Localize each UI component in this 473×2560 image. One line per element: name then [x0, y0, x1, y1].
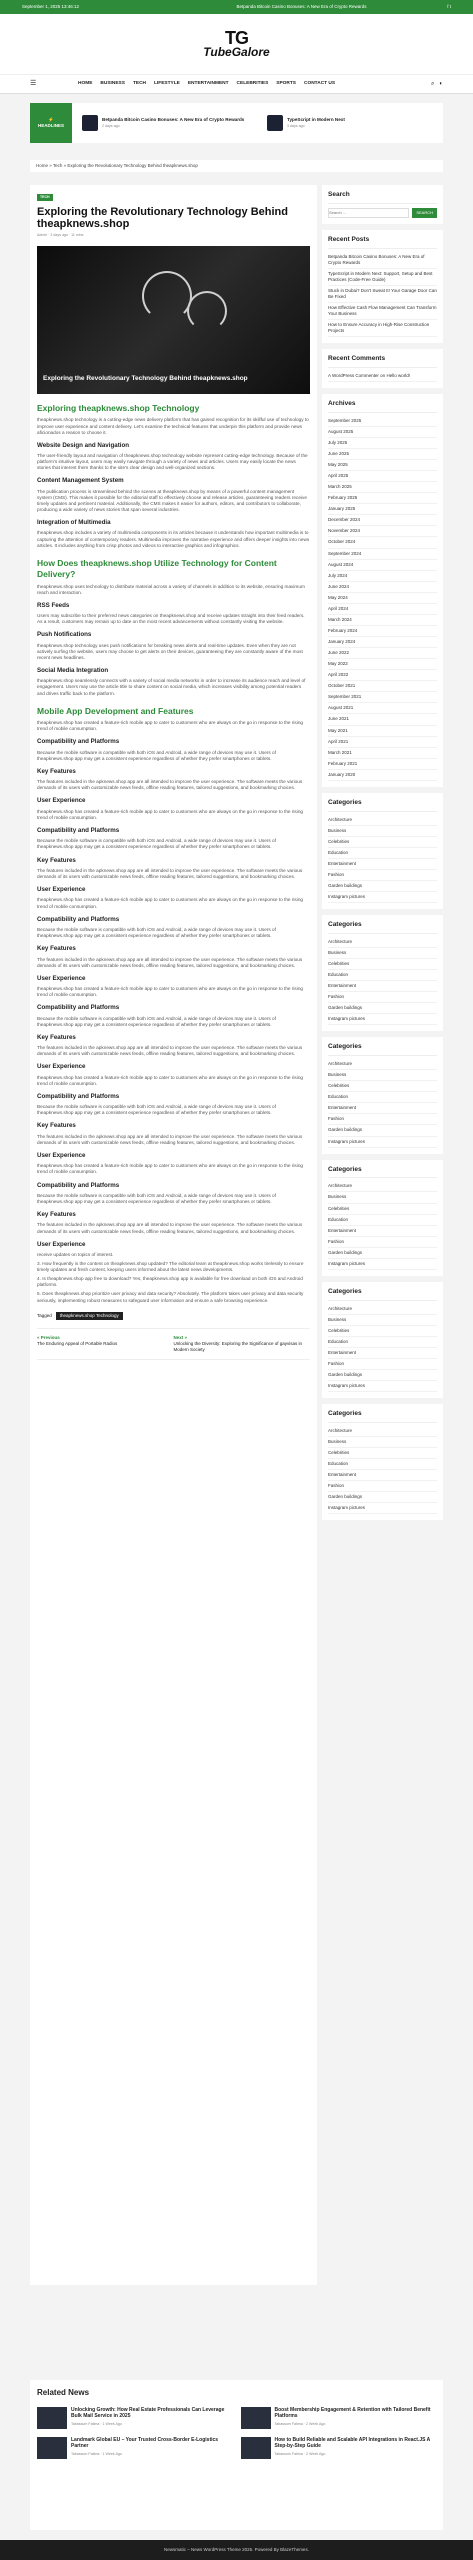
- headline-title[interactable]: Betpanda Bitcoin Casino Bonuses: A New Era of Crypto Rewards: [102, 116, 245, 122]
- subsection-heading: Compatibility and Platforms: [37, 1004, 120, 1012]
- archive-link[interactable]: June 2025: [328, 449, 437, 460]
- related-thumb[interactable]: [241, 2437, 271, 2459]
- archive-link[interactable]: August 2021: [328, 703, 437, 714]
- paragraph: Because the mobile software is compatible with both iOS and Android, a wide range of devices may use it. Users of theapknews.shop app may get a consistent experience regardless of whether they prefer smartphones or tablets.: [37, 926, 276, 939]
- post-navigation: [37, 1328, 310, 1360]
- archive-link[interactable]: March 2021: [328, 748, 437, 759]
- recent-post-link[interactable]: How Effective Cash Flow Management Can Transform Your Business: [328, 303, 437, 320]
- nav-contact[interactable]: CONTACT US: [304, 80, 336, 86]
- social-icons[interactable]: f t: [447, 3, 451, 9]
- category-link[interactable]: Architecture: [328, 937, 437, 948]
- related-item[interactable]: [241, 2437, 437, 2459]
- next-post[interactable]: Next » Unlocking the Diversity: Exploring the Significance of gayvisas in Modern Society: [173, 1334, 303, 1352]
- paragraph: theapknews.shop technology uses push notifications for breaking news alerts and real-time updates. Even when they are not actively surfing the website, users may choose to get alerts on their devices, guaranteeing they are constantly aware of the most recent news headlines.: [37, 642, 303, 660]
- site-branding: [0, 14, 473, 74]
- subsection-heading: User Experience: [37, 974, 86, 982]
- archive-link[interactable]: April 2022: [328, 670, 437, 681]
- faq-item: 5. Does theapknews.shop prioritize user privacy and data security? Absolutely. The platform takes user privacy and data security seriously, implementing robust measures to safeguard user information and ensure a safe browsing experience.: [37, 1291, 304, 1303]
- section-heading: How Does theapknews.shop Utilize Technology for Content Delivery?: [37, 557, 277, 580]
- category-link[interactable]: Celebrities: [328, 1204, 437, 1215]
- related-item[interactable]: [241, 2407, 437, 2429]
- related-title: Related News: [37, 2388, 90, 2397]
- headline-item[interactable]: [82, 115, 257, 131]
- recent-post-link[interactable]: Stuck in Dubai? Don't Sweat It! Your Garage Door Can Be Fixed: [328, 286, 437, 303]
- archive-link[interactable]: September 2021: [328, 692, 437, 703]
- logo-mark[interactable]: TG: [225, 28, 248, 48]
- recent-post-link[interactable]: TypeScript in Modern Next: Support, Setup and Best Practices (Code-Free Guide): [328, 269, 437, 286]
- category-link[interactable]: Architecture: [328, 1059, 437, 1070]
- paragraph: The user-friendly layout and navigation of theapknews.shop technology website represent cutting-edge technology. Because of the platform's intuitive layout, users may easily navigate through a variety of news and articles. Users may easily locate the news stories that interest them thanks to the site's clear design and well-organized sections.: [37, 453, 308, 471]
- headline-meta: 3 days ago: [287, 124, 305, 129]
- sidebar: [322, 185, 443, 1526]
- prev-post[interactable]: « Previous The Enduring Appeal of Portable Radios: [37, 1334, 118, 1346]
- category-link[interactable]: Architecture: [328, 1181, 437, 1192]
- category-link[interactable]: Entertainment: [328, 1226, 437, 1237]
- archive-link[interactable]: August 2025: [328, 427, 437, 438]
- paragraph: theapknews.shop has created a feature-rich mobile app to cater to customers who are always on the go in response to the rising trend of mobile consumption.: [37, 1074, 304, 1086]
- archive-link[interactable]: April 2025: [328, 471, 437, 482]
- archive-link[interactable]: April 2021: [328, 737, 437, 748]
- archive-link[interactable]: February 2021: [328, 759, 437, 770]
- categories-widget: Categories Architecture Business Celebrities Education Entertainment Fashion Garden buildings Instagram pictures: [322, 1037, 443, 1153]
- site-title[interactable]: TubeGalore: [203, 45, 270, 59]
- category-link[interactable]: Fashion: [328, 992, 437, 1003]
- category-link[interactable]: Architecture: [328, 1304, 437, 1315]
- nav-sports[interactable]: SPORTS: [276, 80, 296, 86]
- post-content: [30, 185, 317, 2285]
- category-link[interactable]: Garden buildings: [328, 1125, 437, 1136]
- category-link[interactable]: Business: [328, 1192, 437, 1203]
- paragraph: The features included in the apknews.shop app are all intended to improve the user experience. The software meets the various demands of its users with customizable news feeds, offline reading features, tailored suggestions, and bookmarking choices.: [37, 867, 303, 879]
- paragraph: theapknews.shop uses technology to distribute material across a variety of channels in addition to its website, ensuring maximum reach and interaction.: [37, 583, 305, 595]
- category-link[interactable]: Education: [328, 1092, 437, 1103]
- archive-link[interactable]: November 2024: [328, 526, 437, 537]
- archive-link[interactable]: May 2025: [328, 460, 437, 471]
- main-nav: [0, 74, 473, 94]
- earphone-graphic: [142, 271, 192, 321]
- related-item-meta: Tabassum Fatima · 1 Week Ago: [71, 2451, 122, 2456]
- paragraph: Because the mobile software is compatible with both iOS and Android, a wide range of devices may use it. Users of theapknews.shop app may get a consistent experience regardless of whether they prefer smartphones or tablets.: [37, 1192, 276, 1204]
- top-ticker[interactable]: Betpanda Bitcoin Casino Bonuses: A New Era of Crypto Rewards: [236, 3, 367, 9]
- category-link[interactable]: Garden buildings: [328, 881, 437, 892]
- subsection-heading: Social Media Integration: [37, 667, 109, 675]
- category-link[interactable]: Education: [328, 848, 437, 859]
- archive-link[interactable]: May 2021: [328, 726, 437, 737]
- archive-link[interactable]: September 2024: [328, 549, 437, 560]
- post-meta: Admin · 3 days ago · 11 mins: [37, 233, 84, 238]
- section-heading: Exploring theapknews.shop Technology: [37, 402, 200, 413]
- lightning-icon: ⚡: [48, 116, 54, 122]
- breadcrumb[interactable]: Home » Tech » Exploring the Revolutionary Technology Behind theapknews.shop: [30, 160, 443, 172]
- paragraph: The publication process is streamlined behind the scenes at theapknews.shop by means of a powerful content management system (CMS). This makes it possible for the editorial staff to effectively choose and release articles, guaranteeing readers receive timely updates and pertinent material. Additionally, the CMS makes it easier for authors, editors, and contributors to collaborate, producing a wide variety of news stories that span several industries.: [37, 488, 307, 512]
- subsection-heading: Key Features: [37, 1122, 76, 1130]
- subsection-heading: User Experience: [37, 1240, 86, 1248]
- category-link[interactable]: Fashion: [328, 1481, 437, 1492]
- paragraph: theapknews.shop has created a feature-rich mobile app to cater to customers who are always on the go in response to the rising trend of mobile consumption.: [37, 720, 304, 732]
- category-link[interactable]: Celebrities: [328, 1326, 437, 1337]
- top-bar: [0, 0, 473, 14]
- category-link[interactable]: Fashion: [328, 1237, 437, 1248]
- archive-link[interactable]: August 2024: [328, 560, 437, 571]
- category-link[interactable]: Education: [328, 1337, 437, 1348]
- archive-link[interactable]: July 2025: [328, 438, 437, 449]
- category-link[interactable]: Instagram pictures: [328, 1137, 437, 1148]
- subsection-heading: Integration of Multimedia: [37, 519, 111, 527]
- category-link[interactable]: Entertainment: [328, 859, 437, 870]
- category-link[interactable]: Fashion: [328, 1114, 437, 1125]
- archive-link[interactable]: July 2024: [328, 571, 437, 582]
- subsection-heading: Key Features: [37, 856, 76, 864]
- paragraph: Because the mobile software is compatible with both iOS and Android, a wide range of devices may use it. Users of theapknews.shop app may get a consistent experience regardless of whether they prefer smartphones or tablets.: [37, 749, 276, 761]
- nav-entertainment[interactable]: ENTERTAINMENT: [187, 80, 229, 86]
- subsection-heading: Key Features: [37, 945, 76, 953]
- headline-meta: 2 days ago: [102, 124, 120, 129]
- subsection-heading: Compatibility and Platforms: [37, 915, 120, 923]
- subsection-heading: Compatibility and Platforms: [37, 1181, 120, 1189]
- search-icon[interactable]: ⌕: [431, 80, 435, 87]
- subsection-heading: User Experience: [37, 886, 86, 894]
- category-link[interactable]: Fashion: [328, 870, 437, 881]
- category-link[interactable]: Entertainment: [328, 1103, 437, 1114]
- category-link[interactable]: Architecture: [328, 815, 437, 826]
- subsection-heading: Compatibility and Platforms: [37, 826, 120, 834]
- nav-business[interactable]: BUSINESS: [100, 80, 125, 86]
- related-item-title[interactable]: How to Build Reliable and Scalable API Integrations in React.JS A Step-by-Step Guide: [274, 2436, 431, 2449]
- search-widget: Search Search ... SEARCH: [322, 185, 443, 224]
- archive-link[interactable]: January 2025: [328, 504, 437, 515]
- archive-link[interactable]: January 2020: [328, 770, 437, 781]
- categories-widget: Categories Architecture Business Celebrities Education Entertainment Fashion Garden buildings Instagram pictures: [322, 793, 443, 909]
- subsection-heading: Key Features: [37, 1033, 76, 1041]
- paragraph: The features included in the apknews.shop app are all intended to improve the user experience. The software meets the various demands of its users with customizable news feeds, offline reading features, tailored suggestions, and bookmarking choices.: [37, 956, 303, 968]
- earphone-graphic: [187, 291, 227, 331]
- archive-link[interactable]: May 2022: [328, 659, 437, 670]
- nav-lifestyle[interactable]: LIFESTYLE: [154, 80, 180, 86]
- category-link[interactable]: Business: [328, 826, 437, 837]
- top-date: September 1, 2025 13:46:12: [22, 3, 80, 9]
- archive-link[interactable]: June 2024: [328, 582, 437, 593]
- archive-link[interactable]: October 2024: [328, 537, 437, 548]
- headlines-ticker: [30, 103, 443, 143]
- categories-widget: Categories Architecture Business Celebrities Education Entertainment Fashion Garden buildings Instagram pictures: [322, 1404, 443, 1520]
- tag-link[interactable]: theapknews.shop Technology: [56, 1312, 123, 1320]
- related-item-title[interactable]: Landmark Global EU – Your Trusted Cross-Border E-Logistics Partner: [71, 2436, 219, 2449]
- category-link[interactable]: Education: [328, 970, 437, 981]
- related-thumb[interactable]: [241, 2407, 271, 2429]
- category-link[interactable]: Celebrities: [328, 837, 437, 848]
- related-item-meta: Tabassum Fatima · 2 Week Ago: [274, 2421, 326, 2426]
- paragraph: theapknews.shop technology is a cutting-edge news delivery platform that has gained recognition for its skillful use of technology to improve user experience and content delivery. Let's examine the technical features that underpin this platform and provide news aficionados a reason to choose it.: [37, 417, 309, 435]
- post-title: Exploring the Revolutionary Technology Behind theapknews.shop: [37, 206, 288, 231]
- paragraph: theapknews.shop seamlessly connects with a variety of social media networks in order to increase its audience reach and level of engagement. Users may use the article title to share content on social media, which increases visibility among potential readers and drives traffic back to the platform.: [37, 678, 306, 696]
- recent-post-link[interactable]: Betpanda Bitcoin Casino Bonuses: A New Era of Crypto Rewards: [328, 252, 437, 269]
- category-link[interactable]: Instagram pictures: [328, 892, 437, 903]
- site-footer: Newsmatic – News WordPress Theme 2025. Powered By BlazeThemes.: [0, 2540, 473, 2560]
- headline-title[interactable]: TypeScript in Modern Next: [287, 116, 345, 122]
- paragraph: theapknews.shop has created a feature-rich mobile app to cater to customers who are always on the go in response to the rising trend of mobile consumption.: [37, 808, 304, 820]
- category-link[interactable]: Garden buildings: [328, 1003, 437, 1014]
- recent-posts-widget: Recent Posts Betpanda Bitcoin Casino Bonuses: A New Era of Crypto Rewards TypeScript in Modern Next: Support, Setup and Best Practices (Code-Free Guide) Stuck in Dubai? Don't Sweat It! Your Garage Door Can Be Fixed How Effective Cash Flow Management Can Transform Your Business How to Ensure Accuracy in High-Rise Construction Projects: [322, 230, 443, 343]
- paragraph: The features included in the apknews.shop app are all intended to improve the user experience. The software meets the various demands of its users with customizable news feeds, offline reading features, tailored suggestions, and bookmarking choices.: [37, 1133, 303, 1145]
- categories-widget: Categories Architecture Business Celebrities Education Entertainment Fashion Garden buildings Instagram pictures: [322, 1282, 443, 1398]
- related-item[interactable]: [37, 2437, 233, 2459]
- recent-post-link[interactable]: How to Ensure Accuracy in High-Rise Construction Projects: [328, 320, 437, 337]
- archive-link[interactable]: June 2022: [328, 648, 437, 659]
- category-link[interactable]: Education: [328, 1215, 437, 1226]
- faq-item: 4. Is theapknews.shop app free to download? Yes, theapknews.shop app is available for free download on both iOS and Android platforms.: [37, 1276, 303, 1288]
- archive-link[interactable]: February 2024: [328, 626, 437, 637]
- archive-link[interactable]: October 2021: [328, 681, 437, 692]
- category-link[interactable]: Entertainment: [328, 1348, 437, 1359]
- subsection-heading: RSS Feeds: [37, 601, 70, 609]
- category-link[interactable]: Garden buildings: [328, 1248, 437, 1259]
- headlines-label: ⚡ HEADLINES: [30, 103, 72, 143]
- archive-link[interactable]: May 2024: [328, 593, 437, 604]
- related-thumb[interactable]: [37, 2437, 67, 2459]
- category-link[interactable]: Education: [328, 1459, 437, 1470]
- post-tags: [37, 1312, 310, 1320]
- category-link[interactable]: Instagram pictures: [328, 1259, 437, 1270]
- archive-link[interactable]: February 2025: [328, 493, 437, 504]
- subsection-heading: Website Design and Navigation: [37, 441, 130, 449]
- archive-link[interactable]: September 2025: [328, 416, 437, 427]
- related-news: [30, 2380, 443, 2530]
- archive-link[interactable]: December 2024: [328, 515, 437, 526]
- nav-celebrities[interactable]: CELEBRITIES: [236, 80, 269, 86]
- category-link[interactable]: Garden buildings: [328, 1370, 437, 1381]
- subsection-heading: Compatibility and Platforms: [37, 1092, 120, 1100]
- section-heading: Mobile App Development and Features: [37, 705, 194, 716]
- category-link[interactable]: Instagram pictures: [328, 1381, 437, 1392]
- category-link[interactable]: Business: [328, 1315, 437, 1326]
- related-item-title[interactable]: Boost Membership Engagement & Retention with Tailored Benefit Platforms: [274, 2406, 431, 2419]
- subsection-heading: Push Notifications: [37, 631, 92, 639]
- paragraph: The features included in the apknews.shop app are all intended to improve the user experience. The software meets the various demands of its users with customizable news feeds, offline reading features, tailored suggestions, and bookmarking choices.: [37, 1045, 303, 1057]
- tagged-label: Tagged: [37, 1312, 52, 1318]
- categories-widget: Categories Architecture Business Celebrities Education Entertainment Fashion Garden buildings Instagram pictures: [322, 1160, 443, 1276]
- recent-comments-widget: Recent Comments A WordPress Commenter on Hello world!: [322, 349, 443, 388]
- category-link[interactable]: Entertainment: [328, 981, 437, 992]
- category-link[interactable]: Business: [328, 1070, 437, 1081]
- archive-link[interactable]: March 2024: [328, 615, 437, 626]
- paragraph: Because the mobile software is compatible with both iOS and Android, a wide range of devices may use it. Users of theapknews.shop app may get a consistent experience regardless of whether they prefer smartphones or tablets.: [37, 1104, 276, 1116]
- paragraph: Because the mobile software is compatible with both iOS and Android, a wide range of devices may use it. Users of theapknews.shop app may get a consistent experience regardless of whether they prefer smartphones or tablets.: [37, 838, 276, 850]
- nav-tech[interactable]: TECH: [132, 80, 146, 86]
- category-link[interactable]: Business: [328, 1437, 437, 1448]
- faq-item: 3. How frequently is the content on theapknews.shop updated? The editorial team at theapknews.shop works tirelessly to ensure timely updates and fresh content, keeping users informed about the latest news developments.: [37, 1261, 304, 1273]
- recent-comment[interactable]: A WordPress Commenter on Hello world!: [328, 371, 437, 382]
- category-link[interactable]: Celebrities: [328, 1081, 437, 1092]
- category-link[interactable]: Architecture: [328, 1426, 437, 1437]
- faq-list: [37, 1261, 310, 1304]
- paragraph: The features included in the apknews.shop app are all intended to improve the user experience. The software meets the various demands of its users with customizable news feeds, offline reading features, tailored suggestions, and bookmarking choices.: [37, 1222, 303, 1234]
- subsection-heading: Key Features: [37, 767, 76, 775]
- category-link[interactable]: Instagram pictures: [328, 1503, 437, 1514]
- paragraph: The features included in the apknews.shop app are all intended to improve the user experience. The software meets the various demands of its users with customizable news feeds, offline reading features, tailored suggestions, and bookmarking choices.: [37, 779, 303, 791]
- related-item-meta: Tabassum Fatima · 1 Week Ago: [71, 2421, 122, 2426]
- related-item-title[interactable]: Unlocking Growth: How Real Estate Professionals Can Leverage Bulk Mail Service in 2025: [71, 2406, 225, 2419]
- category-link[interactable]: Instagram pictures: [328, 1014, 437, 1025]
- menu-icon[interactable]: ☰: [30, 80, 37, 88]
- headline-item[interactable]: [267, 115, 442, 131]
- category-link[interactable]: Business: [328, 948, 437, 959]
- related-item-meta: Tabassum Fatima · 2 Week Ago: [274, 2451, 326, 2456]
- article-body: [37, 403, 310, 1258]
- dark-mode-icon[interactable]: ◐: [439, 80, 443, 87]
- category-link[interactable]: Fashion: [328, 1359, 437, 1370]
- archive-link[interactable]: April 2024: [328, 604, 437, 615]
- nav-home[interactable]: HOME: [78, 80, 93, 86]
- paragraph: theapknews.shop has created a feature-rich mobile app to cater to customers who are always on the go in response to the rising trend of mobile consumption.: [37, 1163, 304, 1175]
- category-link[interactable]: Celebrities: [328, 1448, 437, 1459]
- headline-thumb[interactable]: [82, 115, 98, 131]
- subsection-heading: Content Management System: [37, 477, 124, 485]
- paragraph: theapknews.shop has created a feature-rich mobile app to cater to customers who are always on the go in response to the rising trend of mobile consumption.: [37, 897, 304, 909]
- featured-image: [37, 246, 310, 394]
- archive-link[interactable]: March 2025: [328, 482, 437, 493]
- subsection-heading: User Experience: [37, 1151, 86, 1159]
- related-item[interactable]: [37, 2407, 233, 2429]
- category-link[interactable]: Garden buildings: [328, 1492, 437, 1503]
- featured-caption: Exploring the Revolutionary Technology Behind theapknews.shop: [43, 375, 248, 383]
- paragraph: theapknews.shop has created a feature-rich mobile app to cater to customers who are always on the go in response to the rising trend of mobile consumption.: [37, 986, 304, 998]
- search-button[interactable]: SEARCH: [412, 208, 437, 218]
- subsection-heading: User Experience: [37, 1063, 86, 1071]
- paragraph: Users may subscribe to their preferred news categories on theapknews.shop and receive updates straight into their feed readers. As a result, customers may remain up to date on the most recent advancements without constantly visiting the website.: [37, 613, 305, 625]
- paragraph: theapknews.shop includes a variety of multimedia components in its articles because it understands how important multimedia is to capturing the attention of contemporary readers. Multimedia improves the narrative experience and offers deeper insights into news articles. It includes anything from crisp photos and videos to interactive graphics and infographics.: [37, 530, 310, 548]
- paragraph: receive updates on topics of interest.: [37, 1251, 114, 1257]
- related-thumb[interactable]: [37, 2407, 67, 2429]
- categories-widget: Categories Architecture Business Celebrities Education Entertainment Fashion Garden buildings Instagram pictures: [322, 915, 443, 1031]
- paragraph: Because the mobile software is compatible with both iOS and Android, a wide range of devices may use it. Users of theapknews.shop app may get a consistent experience regardless of whether they prefer smartphones or tablets.: [37, 1015, 276, 1027]
- headline-thumb[interactable]: [267, 115, 283, 131]
- subsection-heading: Compatibility and Platforms: [37, 738, 120, 746]
- category-badge[interactable]: TECH: [37, 194, 53, 201]
- archive-link[interactable]: June 2021: [328, 714, 437, 725]
- category-link[interactable]: Entertainment: [328, 1470, 437, 1481]
- subsection-heading: Key Features: [37, 1211, 76, 1219]
- subsection-heading: User Experience: [37, 797, 86, 805]
- archives-widget: Archives September 2025 August 2025 July 2025 June 2025 May 2025 April 2025 March 2025 February 2025 January 2025 December 2024 November 2024 October 2024 September 2024 August 2024 July 2024 June 2024 May 2024 April 2024 March 2024 February 2024 January 2024 June 2022 May 2022 April 2022 October 2021 September 2021 August 2021 June 2021 May 2021 April 2021 March 2021 February 2021 January 2020: [322, 394, 443, 787]
- category-link[interactable]: Celebrities: [328, 959, 437, 970]
- search-input[interactable]: [328, 208, 409, 218]
- archive-link[interactable]: January 2024: [328, 637, 437, 648]
